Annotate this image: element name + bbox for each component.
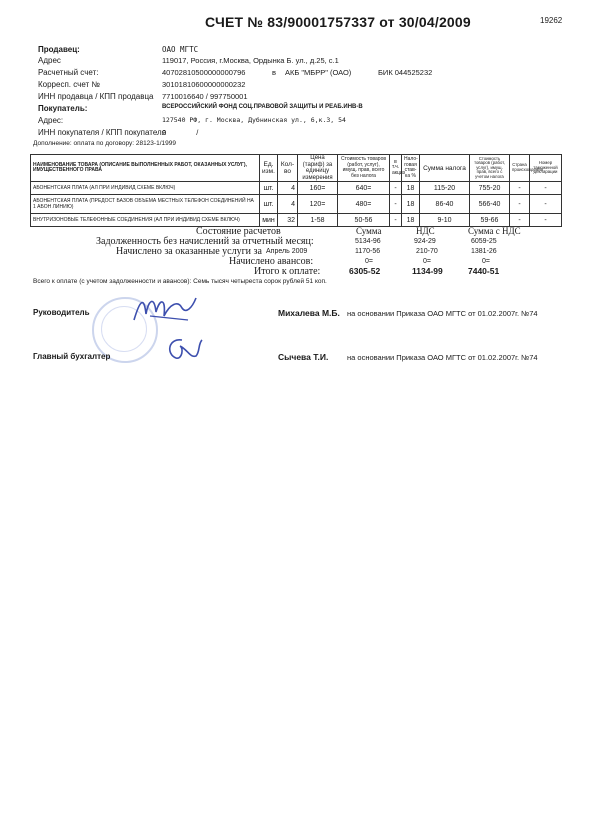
header-cell: Страна происхождения: [510, 155, 530, 182]
seller-address-label: Адрес: [38, 56, 61, 65]
seller-corr-label: Корресп. счет №: [38, 80, 100, 89]
table-row: [31, 214, 562, 227]
row-amount: 480=: [338, 195, 390, 214]
row-unit: шт.: [260, 182, 278, 195]
seller-address: 119017, Россия, г.Москва, Ордынка Б. ул., д.25, с.1: [162, 56, 339, 65]
row-excise: -: [390, 195, 402, 214]
total-amount: 7440-51: [468, 266, 500, 276]
row-total: 755-20: [470, 182, 510, 195]
accrued-vat: 210-70: [416, 248, 438, 255]
table-row: [31, 195, 562, 214]
buyer-address: 127540 РФ, г. Москва, Дубнинская ул., 6,к.3, 54: [162, 116, 346, 124]
row-amount: 50-56: [338, 214, 390, 227]
buyer-inn: 0 /: [162, 128, 213, 137]
invoice-table: [30, 154, 562, 227]
seller-account-label: Расчетный счет:: [38, 68, 99, 77]
accountant-basis: на основании Приказа ОАО МГТС от 01.02.2007г. №74: [347, 353, 538, 362]
row-tax: 115-20: [420, 182, 470, 195]
row-description: АБОНЕНТСКАЯ ПЛАТА (АЛ ПРИ ИНДИВИД СХЕМЕ ВКЛЮЧ): [31, 182, 260, 195]
header-cell: Нало- говая став- ка %: [402, 155, 420, 182]
row-declaration: -: [530, 214, 562, 227]
row-rate: 18: [402, 195, 420, 214]
accountant-label: Главный бухгалтер: [33, 352, 111, 361]
buyer-inn-label: ИНН покупателя / КПП покупателя: [38, 128, 167, 137]
row-country: -: [510, 195, 530, 214]
row-country: -: [510, 214, 530, 227]
seller-bik: БИК 044525232: [378, 68, 433, 77]
row-unit: шт.: [260, 195, 278, 214]
header-cell: в т.ч. акциз: [390, 155, 402, 182]
summary-col-total: Сумма с НДС: [468, 226, 521, 236]
row-rate: 18: [402, 182, 420, 195]
row-price: 160=: [298, 182, 338, 195]
debt-total: 6059-25: [471, 238, 497, 245]
total-in-words: Всего к оплате (с учетом задолженности и авансов): Семь тысяч четыреста сорок рублей 51 коп.: [33, 278, 327, 285]
seller-bank: АКБ "МБРР" (ОАО): [285, 68, 352, 77]
advance-vat: 0=: [423, 258, 431, 265]
header-cell: Кол-во: [278, 155, 298, 182]
accrued-sum: 1170-56: [355, 248, 381, 255]
row-country: -: [510, 182, 530, 195]
accrued-period: Апрель 2009: [266, 248, 308, 255]
row-price: 1-58: [298, 214, 338, 227]
debt-vat: 924-29: [414, 238, 436, 245]
header-cell: Стоимость товаров (работ, услуг), имущ. прав, всего с учетом налога: [470, 155, 510, 182]
header-cell: Стоимость товаров (работ, услуг), имущ. прав, всего без налога: [338, 155, 390, 182]
advance-sum: 0=: [365, 258, 373, 265]
document-number: 19262: [540, 16, 563, 25]
advance-label: Начислено авансов:: [229, 256, 314, 267]
seller-corr: 30101810600000000232: [162, 80, 246, 89]
head-label: Руководитель: [33, 308, 90, 317]
row-total: 59-66: [470, 214, 510, 227]
table-row: [31, 182, 562, 195]
row-qty: 32: [278, 214, 298, 227]
summary-col-sum: Сумма: [356, 226, 382, 236]
total-vat: 1134-99: [412, 266, 443, 276]
row-amount: 640=: [338, 182, 390, 195]
row-tax: 86-40: [420, 195, 470, 214]
row-excise: -: [390, 214, 402, 227]
head-signature: [130, 290, 200, 330]
row-declaration: -: [530, 195, 562, 214]
header-cell: Номер таможенной декларации: [530, 155, 562, 182]
seller-name: ОАО МГТС: [162, 45, 199, 54]
summary-title: Состояние расчетов: [196, 226, 281, 237]
accrued-total: 1381-26: [471, 248, 497, 255]
header-cell: НАИМЕНОВАНИЕ ТОВАРА (ОПИСАНИЕ ВЫПОЛНЕННЫХ РАБОТ, ОКАЗАННЫХ УСЛУГ), ИМУЩЕСТВЕННОГО ПРАВА: [31, 155, 260, 182]
accrued-label: Начислено за оказанные услуги за: [116, 246, 262, 257]
contract-addition: Дополнение: оплата по договору: 28123-1/1999: [33, 140, 176, 147]
total-label: Итого к оплате:: [254, 266, 321, 277]
row-description: ВНУТРИЗОНОВЫЕ ТЕЛЕФОННЫЕ СОЕДИНЕНИЯ (АЛ ПРИ ИНДИВИД СХЕМЕ ВКЛЮЧ): [31, 214, 260, 227]
row-price: 120=: [298, 195, 338, 214]
header-cell: Цена (тариф) за единицу измерения: [298, 155, 338, 182]
buyer-name: ВСЕРОССИЙСКИЙ ФОНД СОЦ.ПРАВОВОЙ ЗАЩИТЫ И РЕАБ.ИНВ-В: [162, 104, 363, 110]
total-sum: 6305-52: [349, 266, 381, 276]
seller-inn-label: ИНН продавца / КПП продавца: [38, 92, 154, 101]
accountant-signature: [160, 334, 205, 369]
summary-col-vat: НДС: [416, 226, 435, 236]
row-total: 566-40: [470, 195, 510, 214]
advance-total: 0=: [482, 258, 490, 265]
invoice-title: СЧЕТ № 83/90001757337 от 30/04/2009: [205, 14, 471, 30]
head-basis: на основании Приказа ОАО МГТС от 01.02.2007г. №74: [347, 309, 538, 318]
seller-bank-prefix: в: [272, 68, 276, 77]
row-qty: 4: [278, 182, 298, 195]
header-cell: Сумма налога: [420, 155, 470, 182]
buyer-address-label: Адрес:: [38, 116, 64, 125]
row-excise: -: [390, 182, 402, 195]
head-name: Михалева М.Б.: [278, 308, 340, 318]
table-header-row: [31, 155, 562, 182]
debt-sum: 5134-96: [355, 238, 381, 245]
row-qty: 4: [278, 195, 298, 214]
row-tax: 9-10: [420, 214, 470, 227]
seller-account: 40702810500000000796: [162, 68, 246, 77]
row-rate: 18: [402, 214, 420, 227]
row-unit: мин: [260, 214, 278, 227]
accountant-name: Сычева Т.И.: [278, 352, 329, 362]
row-description: АБОНЕНТСКАЯ ПЛАТА (ПРЕДОСТ БАЗОВ ОБЪЕМА МЕСТНЫХ ТЕЛЕФОН СОЕДИНЕНИЙ НА 1 АБОН ЛИНИЮ): [31, 195, 260, 214]
row-declaration: -: [530, 182, 562, 195]
buyer-label: Покупатель:: [38, 104, 88, 113]
seller-label: Продавец:: [38, 45, 80, 54]
header-cell: Ед. изм.: [260, 155, 278, 182]
debt-label: Задолженность без начислений за отчетный месяц:: [96, 236, 314, 247]
seller-inn: 7710016640 / 997750001: [162, 92, 248, 101]
